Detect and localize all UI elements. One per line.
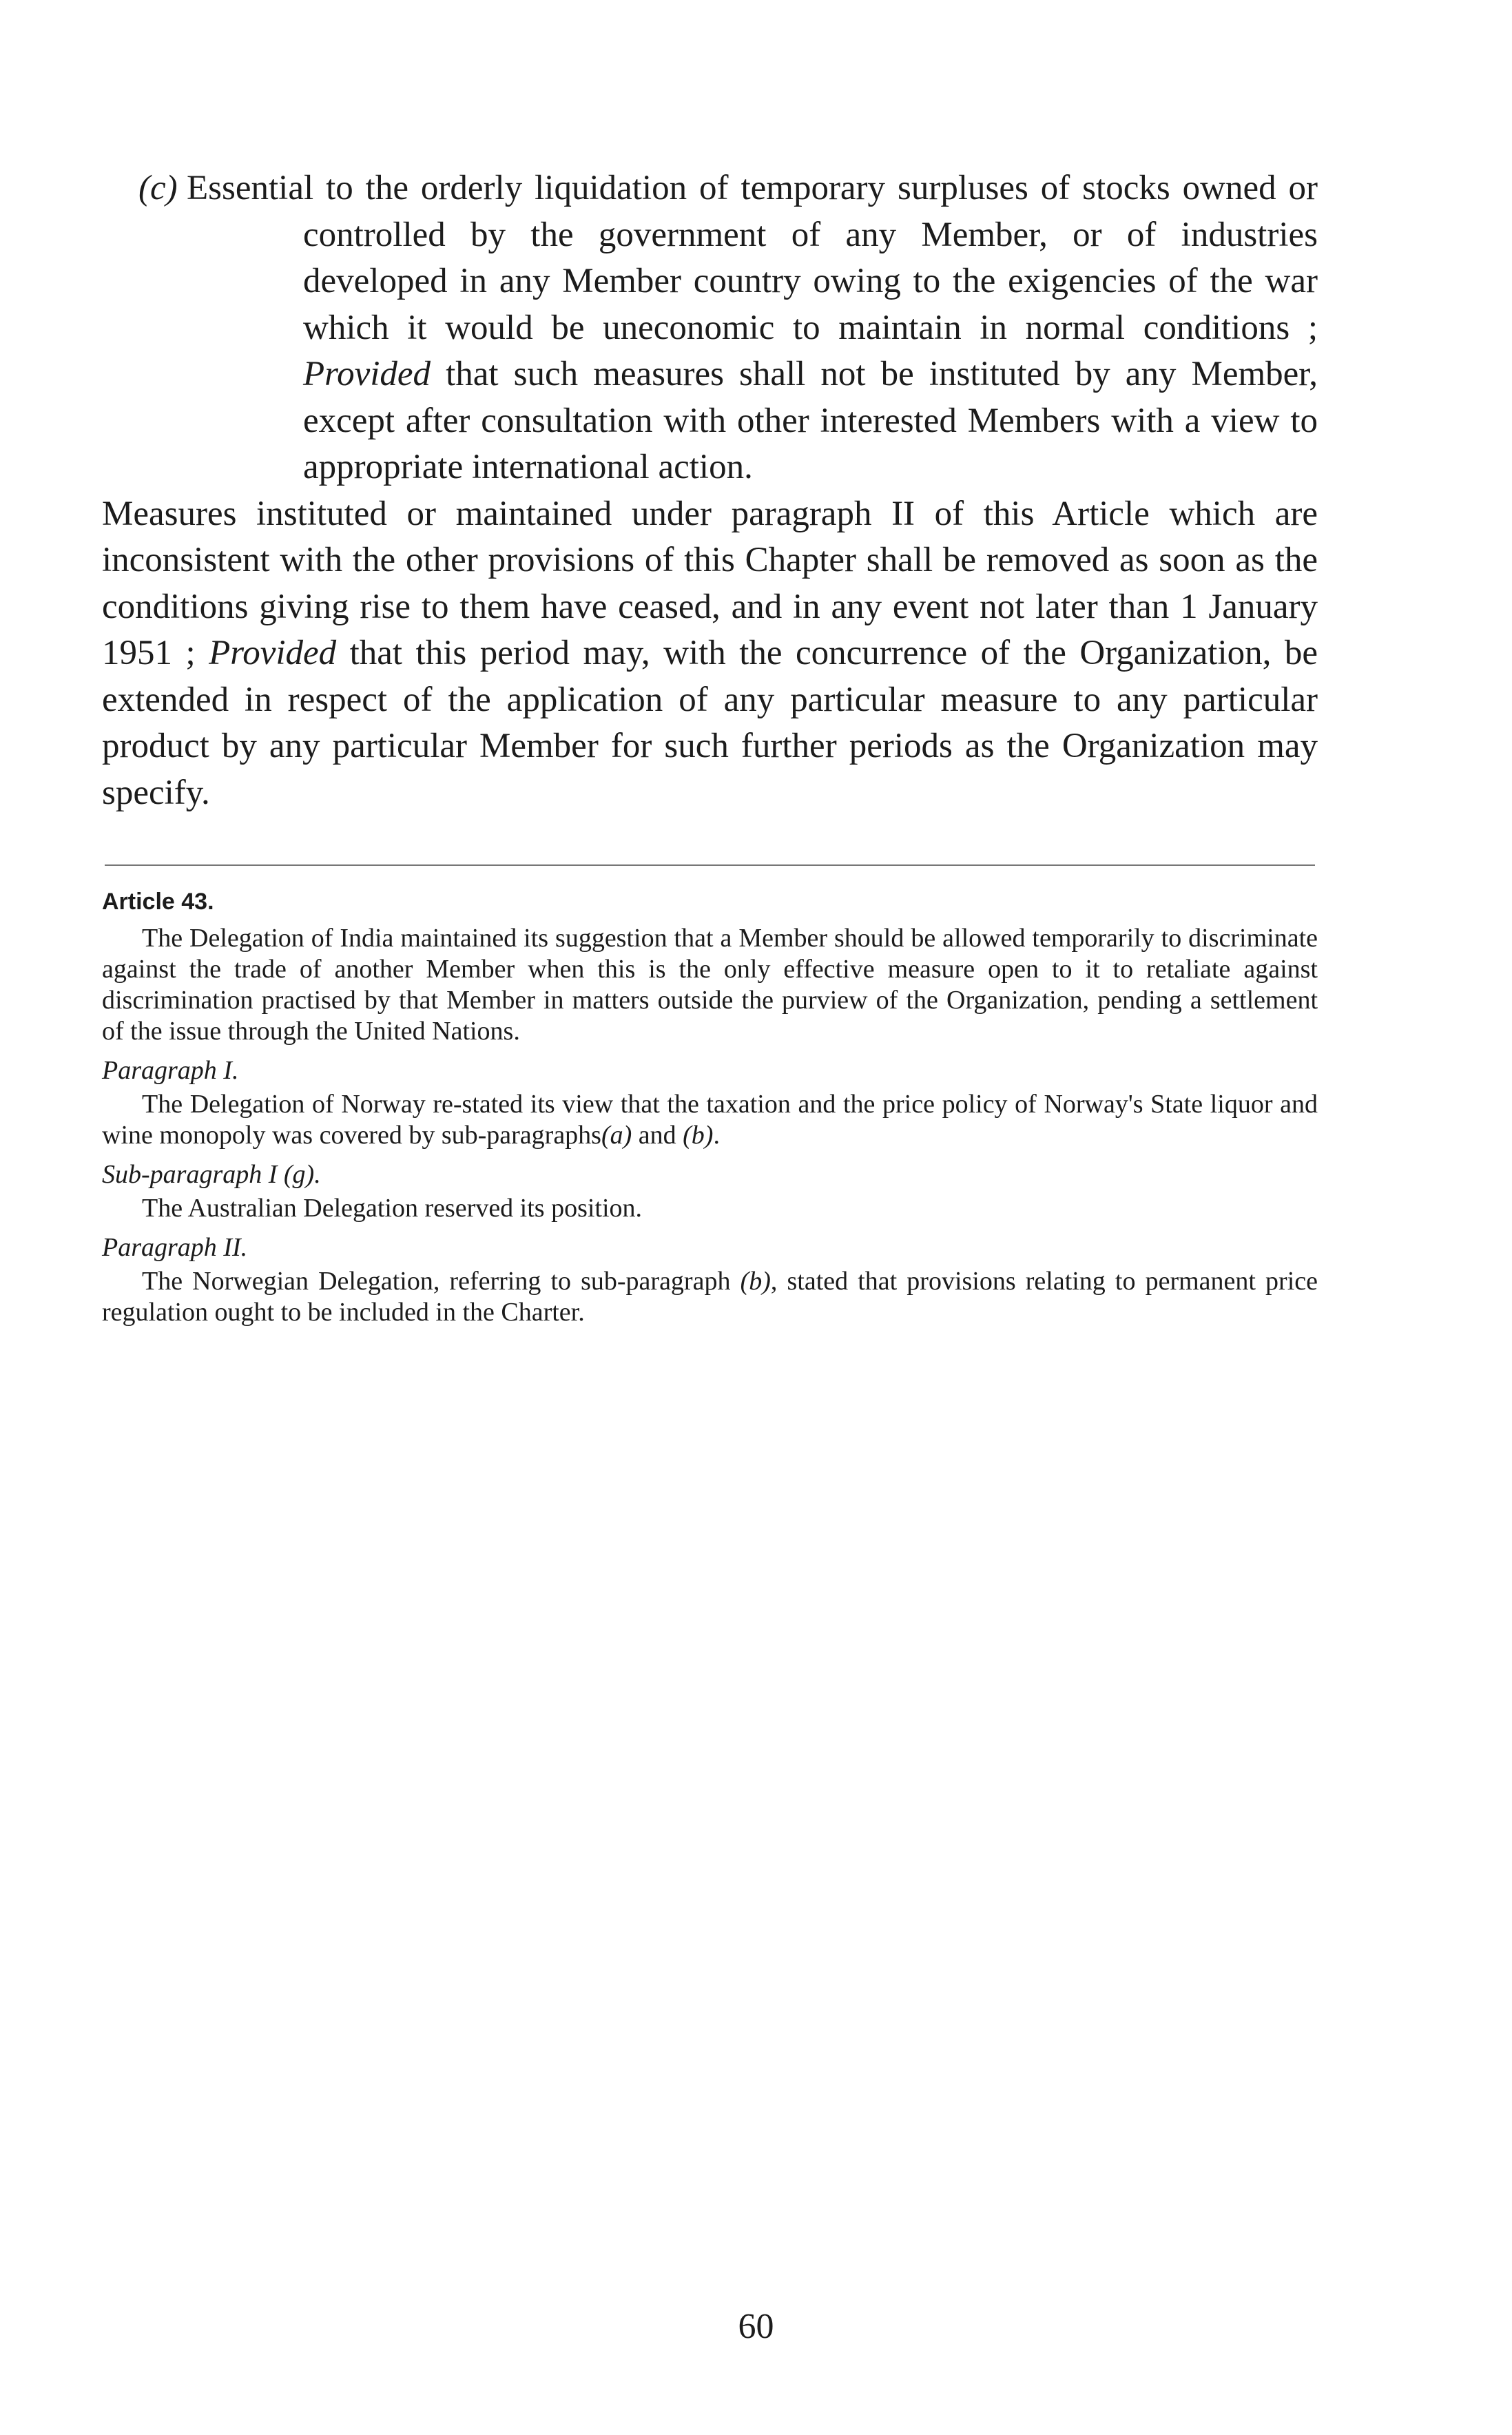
norway-note-ref-a: (a) xyxy=(601,1121,632,1150)
norwegian-note-text-1: The Norwegian Delegation, referring to sub-paragraph xyxy=(142,1267,741,1296)
norway-note-text-3: . xyxy=(713,1121,720,1150)
item-c-provided: Provided xyxy=(303,355,431,393)
norway-note-text-2: and xyxy=(632,1121,683,1150)
closing-paragraph xyxy=(102,491,1318,817)
subparagraph-heading: Sub-paragraph I (g). xyxy=(102,1160,321,1189)
main-text xyxy=(102,165,1318,816)
norwegian-note xyxy=(102,1266,1318,1328)
norway-note-ref-b: (b) xyxy=(683,1121,714,1150)
item-c-text-2: that such measures shall not be instituted by any Member, except after consultation with other interested Members with a view to appropriate international action. xyxy=(303,355,1318,486)
norwegian-note-ref-b: (b) xyxy=(740,1267,771,1296)
item-c-text-1: Essential to the orderly liquidation of temporary surpluses of stocks owned or controlled by the government of any Member, or of industries developed in any Member country owing to the exigencies of the war which it would be uneconomic to maintain in normal conditions ; xyxy=(187,169,1318,347)
paragraph-2-heading: Paragraph II. xyxy=(102,1233,248,1262)
norway-note xyxy=(102,1089,1318,1151)
item-c-paragraph xyxy=(102,165,1318,491)
paragraph-1-heading: Paragraph I. xyxy=(102,1056,239,1085)
norway-note-text-1: The Delegation of Norway re-stated its view that the taxation and the price policy of Norway's State liquor and wine monopoly was covered by sub-paragraphs xyxy=(102,1090,1318,1150)
page-number: 60 xyxy=(738,2307,774,2346)
page-body xyxy=(102,165,1318,1336)
notes-section xyxy=(102,887,1318,1328)
australia-note: The Australian Delegation reserved its position. xyxy=(142,1194,643,1223)
india-note: The Delegation of India maintained its suggestion that a Member should be allowed temporarily to discriminate against the trade of another Member when this is the only effective measure open to it to retaliate against discrimination practised by that Member in matters outside the purview of the Organization, pending a settlement of the issue through the United Nations. xyxy=(102,924,1318,1046)
norwegian-note-text-2: , stated that provisions relating to permanent price regulation ought to be included in the Charter. xyxy=(102,1267,1318,1327)
article-heading: Article 43. xyxy=(102,889,214,915)
item-c-label: (c) xyxy=(138,169,178,207)
closing-text-2: that this period may, with the concurrence of the Organization, be extended in respect of the application of any particular measure to any particular product by any particular Member for such further periods as the Organization may specify. xyxy=(102,634,1318,812)
closing-text-1: Measures instituted or maintained under paragraph II of this Article which are inconsistent with the other provisions of this Chapter shall be removed as soon as the conditions giving rise to them have ceased, and in any event not later than 1 January 1951 ; xyxy=(102,494,1318,672)
section-divider xyxy=(105,864,1315,866)
closing-provided: Provided xyxy=(209,634,337,672)
